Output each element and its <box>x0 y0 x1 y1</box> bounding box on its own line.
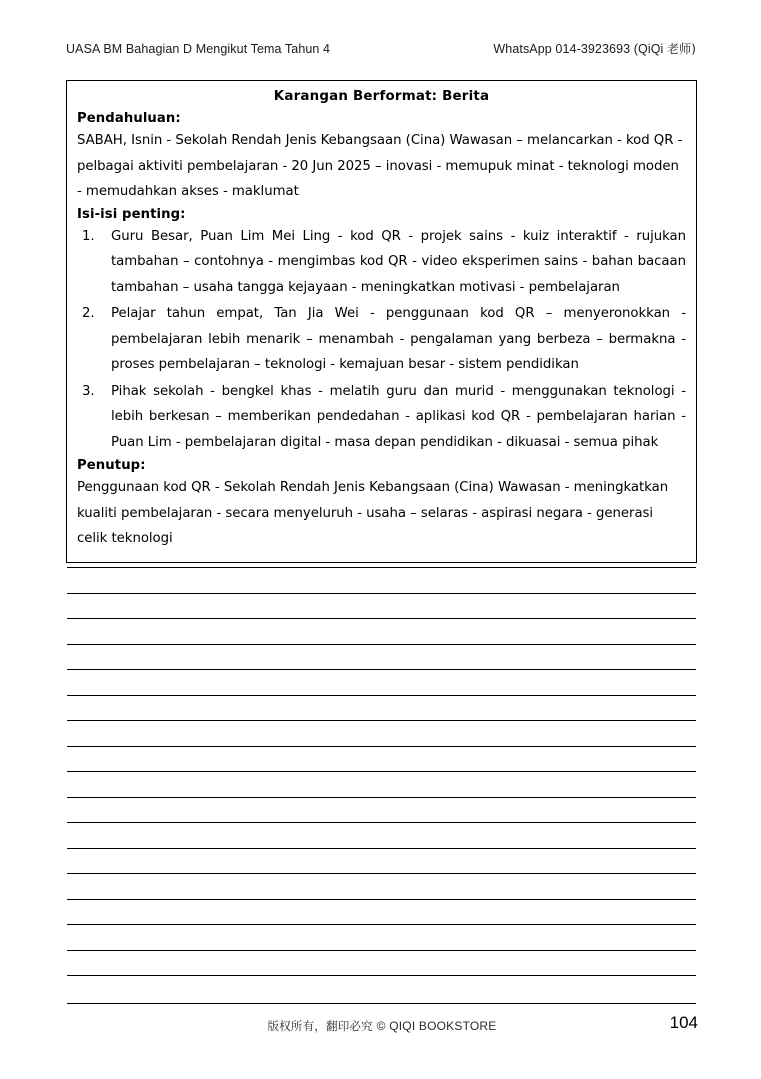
list-item-text: Pelajar tahun empat, Tan Jia Wei - penggunaan kod QR – menyeronokkan - pembelajaran lebih menarik – menambah - pengalaman yang berbeza – bermakna - proses pembelajaran – teknologi - kemajuan besar - sistem pendidikan <box>111 306 686 372</box>
header-contact <box>493 40 698 57</box>
writing-rule-line <box>67 618 696 619</box>
pendahuluan-text: SABAH, Isnin - Sekolah Rendah Jenis Kebangsaan (Cina) Wawasan – melancarkan - kod QR - pelbagai aktiviti pembelajaran - 20 Jun 2025 – inovasi - memupuk minat - teknologi moden - memudahkan akses - maklumat <box>77 133 683 199</box>
writing-rule-line <box>67 720 696 721</box>
footer-copyright-latin: © QIQI BOOKSTORE <box>376 1019 497 1033</box>
page-footer <box>66 1010 698 1040</box>
list-item-text: Pihak sekolah - bengkel khas - melatih guru dan murid - menggunakan teknologi - lebih berkesan – memberikan pendedahan - aplikasi kod QR - pembelajaran harian - Puan Lim - pembelajaran digital - masa depan pendidikan - dikuasai - semua pihak <box>111 383 686 450</box>
writing-rule-line <box>67 669 696 670</box>
writing-rule-line <box>67 924 696 925</box>
penutup-label: Penutup: <box>77 458 146 473</box>
footer-copyright-cjk: 版权所有，翻印必究 <box>267 1019 377 1033</box>
writing-rule-line <box>67 848 696 849</box>
writing-rule-line <box>67 975 696 976</box>
writing-rule-line <box>67 797 696 798</box>
isi-isi-list <box>77 224 686 456</box>
writing-rule-line <box>67 746 696 747</box>
list-item-number: 2. <box>82 306 95 321</box>
page-header <box>66 40 698 57</box>
writing-rule-line <box>67 771 696 772</box>
footer-copyright <box>66 1018 698 1034</box>
writing-rule-line <box>67 873 696 874</box>
footer-divider <box>67 1003 696 1004</box>
writing-rule-line <box>67 567 696 568</box>
writing-rule-line <box>67 822 696 823</box>
header-contact-latin: WhatsApp 014-3923693 (QiQi <box>493 42 668 56</box>
list-item <box>77 224 686 301</box>
writing-rule-line <box>67 950 696 951</box>
penutup-text: Penggunaan kod QR - Sekolah Rendah Jenis Kebangsaan (Cina) Wawasan - meningkatkan kualiti pembelajaran - secara menyeluruh - usaha – selaras - aspirasi negara - generasi celik teknologi <box>77 480 669 546</box>
header-left-title: UASA BM Bahagian D Mengikut Tema Tahun 4 <box>66 42 331 56</box>
writing-rule-line <box>67 899 696 900</box>
list-item <box>77 301 686 378</box>
writing-rule-line <box>67 644 696 645</box>
list-item-number: 3. <box>82 383 95 399</box>
page-number: 104 <box>669 1013 698 1032</box>
isi-isi-penting-label: Isi-isi penting: <box>77 206 186 222</box>
list-item <box>77 379 686 456</box>
writing-rule-line <box>67 593 696 594</box>
essay-outline-box <box>66 80 697 563</box>
essay-title: Karangan Berformat: Berita <box>273 89 490 104</box>
writing-lines-area[interactable] <box>67 567 696 1001</box>
header-contact-cjk: 老师) <box>667 42 696 56</box>
list-item-text: Guru Besar, Puan Lim Mei Ling - kod QR - projek sains - kuiz interaktif - rujukan tambahan – contohnya - mengimbas kod QR - video eksperimen sains - bahan bacaan tambahan – usaha tangga kejayaan - meningkatkan motivasi - pembelajaran <box>111 228 686 295</box>
list-item-number: 1. <box>82 228 95 244</box>
writing-rule-line <box>67 695 696 696</box>
pendahuluan-label: Pendahuluan: <box>77 111 181 126</box>
